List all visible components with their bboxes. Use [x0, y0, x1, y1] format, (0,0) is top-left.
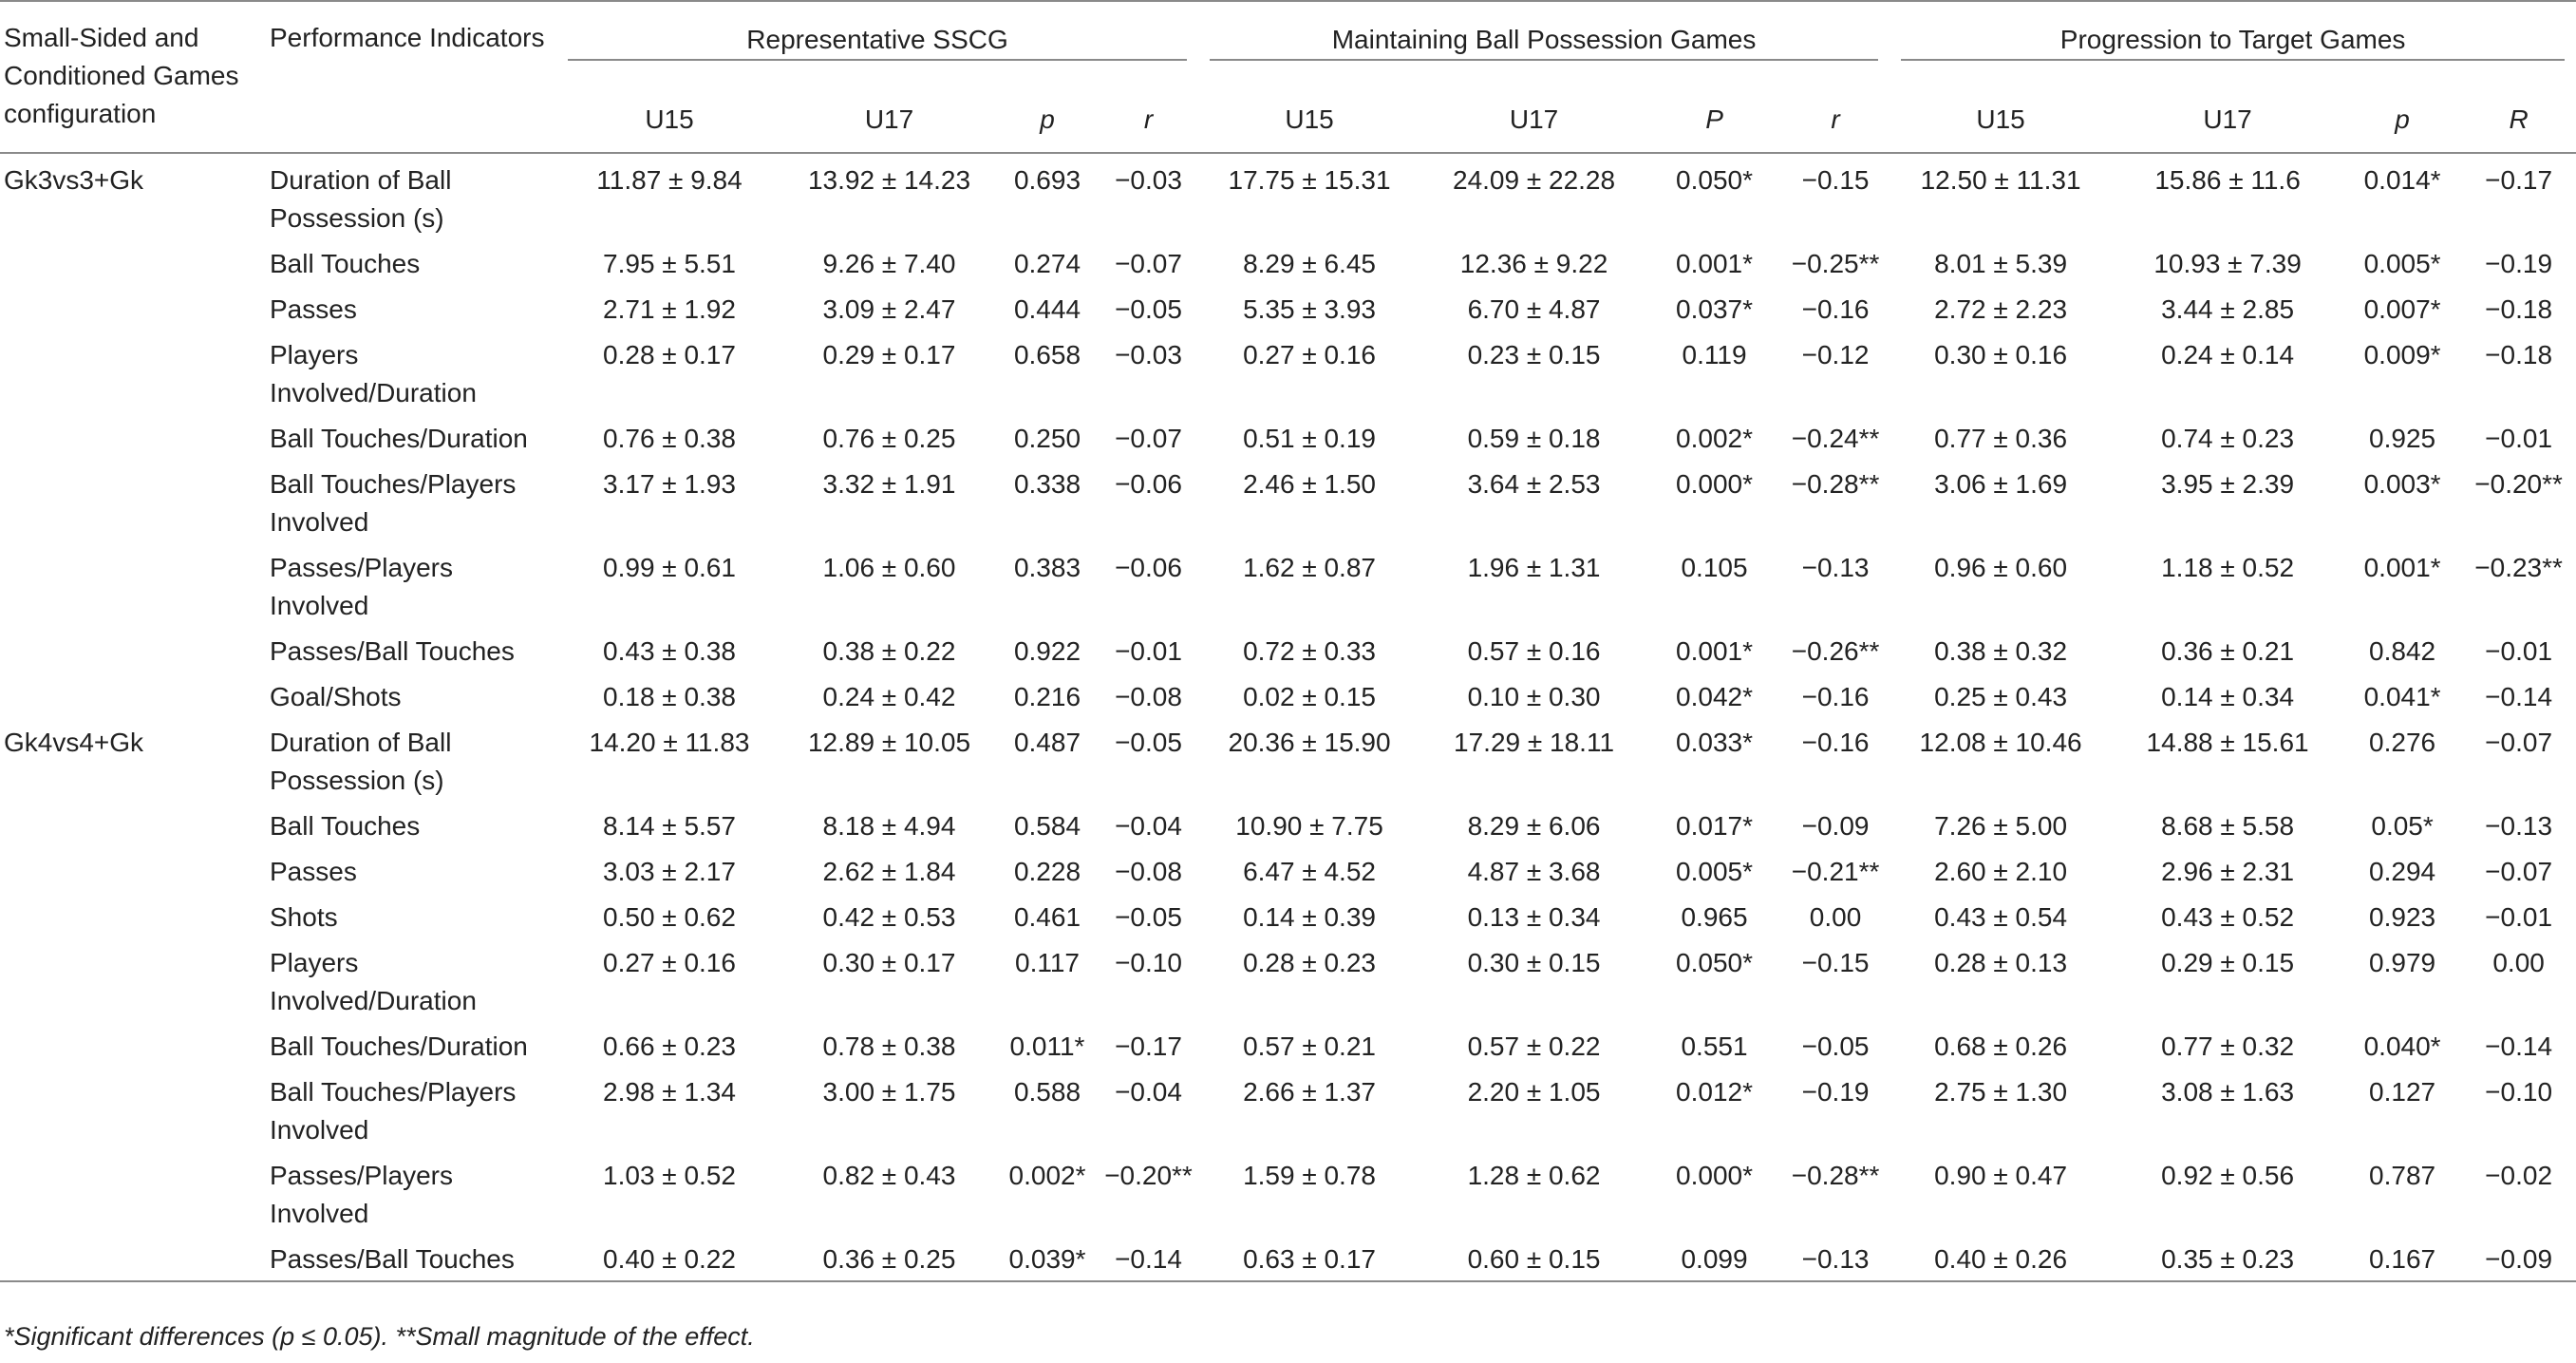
table-row — [0, 1022, 2576, 1068]
config-cell — [0, 1022, 262, 1068]
value-cell: 1.59 ± 0.78 — [1243, 1161, 1376, 1190]
config-cell: Gk4vs4+Gk — [4, 728, 144, 757]
value-cell: 0.82 ± 0.43 — [822, 1161, 956, 1190]
value-cell: −0.25** — [1791, 249, 1880, 278]
table-row — [0, 802, 2576, 847]
value-cell: 0.979 — [2369, 948, 2436, 977]
table-row — [0, 672, 2576, 718]
value-cell: 1.06 ± 0.60 — [822, 553, 956, 582]
value-cell: 0.002* — [1008, 1161, 1086, 1190]
indicators-header: Performance Indicators — [270, 23, 545, 52]
value-cell: 2.20 ± 1.05 — [1467, 1077, 1601, 1107]
table-row — [0, 1235, 2576, 1281]
table-row — [0, 285, 2576, 331]
value-cell: 0.050* — [1676, 948, 1754, 977]
config-cell — [0, 460, 262, 543]
value-cell: 0.28 ± 0.13 — [1934, 948, 2068, 977]
value-cell: 0.42 ± 0.53 — [822, 902, 956, 932]
value-cell: 0.90 ± 0.47 — [1934, 1161, 2068, 1190]
value-cell: 0.74 ± 0.23 — [2161, 424, 2295, 453]
value-cell: 14.20 ± 11.83 — [589, 728, 750, 757]
value-cell: 0.383 — [1013, 553, 1081, 582]
value-cell: 0.29 ± 0.17 — [822, 340, 956, 369]
value-cell: −0.04 — [1115, 1077, 1182, 1107]
table-row — [0, 543, 2576, 627]
value-cell: 11.87 ± 9.84 — [596, 165, 743, 195]
value-cell: 0.35 ± 0.23 — [2161, 1244, 2295, 1274]
value-cell: 0.24 ± 0.42 — [822, 682, 956, 711]
value-cell: −0.07 — [2485, 728, 2553, 757]
value-cell: −0.06 — [1115, 469, 1182, 499]
value-cell: 0.28 ± 0.23 — [1243, 948, 1376, 977]
value-cell: −0.13 — [1801, 1244, 1870, 1274]
subheader-r-2: R — [2509, 104, 2529, 134]
value-cell: 0.40 ± 0.22 — [603, 1244, 736, 1274]
value-cell: 0.005* — [2363, 249, 2441, 278]
value-cell: −0.13 — [1801, 553, 1870, 582]
value-cell: −0.03 — [1115, 340, 1182, 369]
value-cell: 24.09 ± 22.28 — [1453, 165, 1616, 195]
value-cell: 15.86 ± 11.6 — [2154, 165, 2301, 195]
value-cell: −0.01 — [2485, 636, 2553, 666]
value-cell: 0.57 ± 0.21 — [1243, 1032, 1376, 1061]
value-cell: 0.693 — [1013, 165, 1081, 195]
value-cell: −0.16 — [1801, 294, 1870, 324]
value-cell: −0.10 — [1115, 948, 1182, 977]
value-cell: 2.66 ± 1.37 — [1243, 1077, 1376, 1107]
config-cell — [0, 1235, 262, 1281]
value-cell: 0.276 — [2369, 728, 2436, 757]
value-cell: −0.23** — [2474, 553, 2563, 582]
subheader-p-1: P — [1705, 104, 1723, 134]
value-cell: 8.29 ± 6.06 — [1467, 811, 1601, 841]
value-cell: 0.658 — [1013, 340, 1081, 369]
value-cell: 0.002* — [1676, 424, 1754, 453]
value-cell: 0.014* — [2363, 165, 2441, 195]
table-row — [0, 847, 2576, 893]
value-cell: 0.000* — [1676, 469, 1754, 499]
value-cell: 0.039* — [1008, 1244, 1086, 1274]
group-header-progression: Progression to Target Games — [1890, 1, 2576, 87]
indicator-cell: Duration of Ball Possession (s) — [270, 165, 452, 233]
indicator-cell: Ball Touches/Players Involved — [270, 469, 517, 537]
value-cell: 0.76 ± 0.38 — [603, 424, 736, 453]
indicator-cell: Passes/Ball Touches — [270, 636, 515, 666]
value-cell: 1.62 ± 0.87 — [1243, 553, 1376, 582]
value-cell: −0.05 — [1115, 294, 1182, 324]
value-cell: −0.17 — [1115, 1032, 1182, 1061]
value-cell: 0.57 ± 0.16 — [1467, 636, 1601, 666]
value-cell: 3.06 ± 1.69 — [1934, 469, 2068, 499]
value-cell: 17.75 ± 15.31 — [1228, 165, 1391, 195]
value-cell: 3.03 ± 2.17 — [603, 857, 736, 886]
value-cell: −0.17 — [2485, 165, 2553, 195]
value-cell: 0.011* — [1009, 1032, 1085, 1061]
value-cell: 8.68 ± 5.58 — [2161, 811, 2295, 841]
value-cell: −0.20** — [2474, 469, 2563, 499]
footnote: *Significant differences (p ≤ 0.05). **Small magnitude of the effect. — [4, 1322, 755, 1351]
value-cell: 2.46 ± 1.50 — [1243, 469, 1376, 499]
value-cell: 1.03 ± 0.52 — [603, 1161, 736, 1190]
value-cell: −0.08 — [1115, 857, 1182, 886]
value-cell: 0.43 ± 0.38 — [603, 636, 736, 666]
value-cell: 8.01 ± 5.39 — [1934, 249, 2068, 278]
value-cell: 0.76 ± 0.25 — [822, 424, 956, 453]
value-cell: −0.01 — [2485, 424, 2553, 453]
value-cell: −0.19 — [1801, 1077, 1870, 1107]
table-row — [0, 1151, 2576, 1235]
value-cell: 0.033* — [1676, 728, 1754, 757]
value-cell: 0.25 ± 0.43 — [1934, 682, 2068, 711]
indicator-cell: Ball Touches/Duration — [270, 1032, 528, 1061]
subheader-u15-2: U15 — [1976, 104, 2025, 134]
table-row — [0, 893, 2576, 938]
value-cell: −0.05 — [1115, 728, 1182, 757]
value-cell: 0.92 ± 0.56 — [2161, 1161, 2295, 1190]
value-cell: 2.72 ± 2.23 — [1934, 294, 2068, 324]
indicator-cell: Players Involved/Duration — [270, 340, 477, 407]
value-cell: 0.228 — [1013, 857, 1081, 886]
value-cell: 0.001* — [1676, 249, 1754, 278]
subheader-u15-0: U15 — [645, 104, 694, 134]
value-cell: 0.96 ± 0.60 — [1934, 553, 2068, 582]
value-cell: 0.27 ± 0.16 — [603, 948, 736, 977]
value-cell: 4.87 ± 3.68 — [1467, 857, 1601, 886]
table-row — [0, 938, 2576, 1022]
value-cell: 0.042* — [1676, 682, 1754, 711]
indicator-cell: Shots — [270, 902, 338, 932]
value-cell: 0.338 — [1013, 469, 1081, 499]
value-cell: 3.44 ± 2.85 — [2161, 294, 2295, 324]
value-cell: 13.92 ± 14.23 — [807, 165, 971, 195]
subheader-p-2: p — [2395, 104, 2410, 134]
value-cell: 0.787 — [2369, 1161, 2436, 1190]
value-cell: 8.14 ± 5.57 — [603, 811, 736, 841]
indicator-cell: Passes/Players Involved — [270, 1161, 453, 1228]
config-cell — [0, 672, 262, 718]
value-cell: 0.05* — [2371, 811, 2434, 841]
value-cell: 2.71 ± 1.92 — [603, 294, 736, 324]
config-cell — [0, 1068, 262, 1151]
value-cell: 0.444 — [1013, 294, 1081, 324]
value-cell: −0.03 — [1115, 165, 1182, 195]
value-cell: 0.584 — [1013, 811, 1081, 841]
value-cell: −0.13 — [2485, 811, 2553, 841]
value-cell: −0.01 — [2485, 902, 2553, 932]
value-cell: −0.14 — [1115, 1244, 1182, 1274]
table-row — [0, 331, 2576, 414]
value-cell: 3.09 ± 2.47 — [822, 294, 956, 324]
config-header: Small-Sided and Conditioned Games configuration — [4, 23, 239, 128]
indicator-cell: Passes/Players Involved — [270, 553, 453, 620]
value-cell: 0.02 ± 0.15 — [1243, 682, 1376, 711]
value-cell: 0.105 — [1681, 553, 1748, 582]
value-cell: 0.14 ± 0.39 — [1243, 902, 1376, 932]
value-cell: 0.250 — [1013, 424, 1081, 453]
value-cell: 14.88 ± 15.61 — [2146, 728, 2309, 757]
indicator-cell: Ball Touches/Players Involved — [270, 1077, 517, 1145]
subheader-u17-0: U17 — [864, 104, 914, 134]
value-cell: 0.003* — [2363, 469, 2441, 499]
value-cell: 0.00 — [2492, 948, 2545, 977]
value-cell: 0.965 — [1681, 902, 1748, 932]
value-cell: 0.50 ± 0.62 — [603, 902, 736, 932]
value-cell: −0.07 — [1115, 424, 1182, 453]
config-cell — [0, 938, 262, 1022]
value-cell: −0.02 — [2485, 1161, 2553, 1190]
value-cell: 0.57 ± 0.22 — [1467, 1032, 1601, 1061]
value-cell: −0.28** — [1791, 469, 1880, 499]
value-cell: 0.72 ± 0.33 — [1243, 636, 1376, 666]
value-cell: 0.78 ± 0.38 — [822, 1032, 956, 1061]
config-cell — [0, 627, 262, 672]
value-cell: 2.75 ± 1.30 — [1934, 1077, 2068, 1107]
value-cell: −0.26** — [1791, 636, 1880, 666]
value-cell: 3.64 ± 2.53 — [1467, 469, 1601, 499]
value-cell: 1.18 ± 0.52 — [2161, 553, 2295, 582]
value-cell: 0.461 — [1013, 902, 1081, 932]
value-cell: −0.07 — [1115, 249, 1182, 278]
value-cell: 0.28 ± 0.17 — [603, 340, 736, 369]
value-cell: 12.89 ± 10.05 — [807, 728, 971, 757]
value-cell: 0.551 — [1681, 1032, 1748, 1061]
value-cell: 0.18 ± 0.38 — [603, 682, 736, 711]
value-cell: 0.001* — [1676, 636, 1754, 666]
value-cell: 0.00 — [1809, 902, 1862, 932]
value-cell: −0.05 — [1801, 1032, 1870, 1061]
subheader-u15-1: U15 — [1285, 104, 1334, 134]
value-cell: 0.63 ± 0.17 — [1243, 1244, 1376, 1274]
value-cell: 0.40 ± 0.26 — [1934, 1244, 2068, 1274]
value-cell: 2.62 ± 1.84 — [822, 857, 956, 886]
value-cell: 0.923 — [2369, 902, 2436, 932]
value-cell: 1.96 ± 1.31 — [1467, 553, 1601, 582]
value-cell: 0.167 — [2369, 1244, 2436, 1274]
value-cell: 7.26 ± 5.00 — [1934, 811, 2068, 841]
subheader-r-1: r — [1831, 104, 1840, 134]
config-cell — [0, 239, 262, 285]
value-cell: 0.000* — [1676, 1161, 1754, 1190]
value-cell: 0.13 ± 0.34 — [1467, 902, 1601, 932]
value-cell: 0.017* — [1676, 811, 1754, 841]
table-row — [0, 627, 2576, 672]
value-cell: 3.95 ± 2.39 — [2161, 469, 2295, 499]
table-row — [0, 1068, 2576, 1151]
value-cell: 10.93 ± 7.39 — [2153, 249, 2302, 278]
value-cell: −0.14 — [2485, 682, 2553, 711]
value-cell: 0.005* — [1676, 857, 1754, 886]
value-cell: −0.08 — [1115, 682, 1182, 711]
value-cell: 0.012* — [1676, 1077, 1754, 1107]
value-cell: 3.32 ± 1.91 — [822, 469, 956, 499]
value-cell: −0.01 — [1115, 636, 1182, 666]
value-cell: 0.294 — [2369, 857, 2436, 886]
value-cell: 0.23 ± 0.15 — [1467, 340, 1601, 369]
value-cell: −0.15 — [1801, 165, 1870, 195]
value-cell: −0.18 — [2485, 340, 2553, 369]
value-cell: −0.12 — [1801, 340, 1870, 369]
value-cell: 0.36 ± 0.25 — [822, 1244, 956, 1274]
indicator-cell: Passes — [270, 857, 357, 886]
value-cell: 0.59 ± 0.18 — [1467, 424, 1601, 453]
value-cell: −0.07 — [2485, 857, 2553, 886]
table-row — [0, 153, 2576, 239]
value-cell: 12.36 ± 9.22 — [1459, 249, 1608, 278]
config-cell — [0, 1151, 262, 1235]
value-cell: 0.007* — [2363, 294, 2441, 324]
value-cell: 9.26 ± 7.40 — [822, 249, 956, 278]
value-cell: 0.487 — [1013, 728, 1081, 757]
value-cell: 0.38 ± 0.22 — [822, 636, 956, 666]
config-cell — [0, 414, 262, 460]
value-cell: 0.119 — [1682, 340, 1747, 369]
value-cell: −0.05 — [1115, 902, 1182, 932]
value-cell: 6.70 ± 4.87 — [1467, 294, 1601, 324]
value-cell: 0.050* — [1676, 165, 1754, 195]
value-cell: 2.60 ± 2.10 — [1934, 857, 2068, 886]
value-cell: 0.14 ± 0.34 — [2161, 682, 2295, 711]
value-cell: −0.16 — [1801, 728, 1870, 757]
value-cell: 1.28 ± 0.62 — [1467, 1161, 1601, 1190]
value-cell: 0.274 — [1013, 249, 1081, 278]
value-cell: 0.43 ± 0.52 — [2161, 902, 2295, 932]
value-cell: −0.16 — [1801, 682, 1870, 711]
config-cell — [0, 802, 262, 847]
config-cell — [0, 331, 262, 414]
value-cell: 5.35 ± 3.93 — [1243, 294, 1376, 324]
value-cell: −0.15 — [1801, 948, 1870, 977]
value-cell: 0.040* — [2363, 1032, 2441, 1061]
subheader-u17-1: U17 — [1509, 104, 1559, 134]
subheader-p-0: p — [1040, 104, 1055, 134]
group-header-representative: Representative SSCG — [556, 1, 1198, 87]
indicator-cell: Ball Touches/Duration — [270, 424, 528, 453]
value-cell: 0.922 — [1013, 636, 1081, 666]
value-cell: 6.47 ± 4.52 — [1243, 857, 1376, 886]
value-cell: 0.30 ± 0.17 — [822, 948, 956, 977]
value-cell: −0.24** — [1791, 424, 1880, 453]
value-cell: 0.037* — [1676, 294, 1754, 324]
value-cell: 7.95 ± 5.51 — [603, 249, 736, 278]
value-cell: 0.77 ± 0.36 — [1934, 424, 2068, 453]
value-cell: 0.30 ± 0.15 — [1467, 948, 1601, 977]
value-cell: 3.17 ± 1.93 — [603, 469, 736, 499]
table-row — [0, 460, 2576, 543]
subheader-r-0: r — [1143, 104, 1154, 134]
value-cell: 2.96 ± 2.31 — [2161, 857, 2295, 886]
value-cell: 0.29 ± 0.15 — [2161, 948, 2295, 977]
value-cell: 2.98 ± 1.34 — [603, 1077, 736, 1107]
value-cell: 3.08 ± 1.63 — [2161, 1077, 2295, 1107]
value-cell: −0.21** — [1791, 857, 1880, 886]
value-cell: 0.60 ± 0.15 — [1467, 1244, 1601, 1274]
value-cell: 0.117 — [1015, 948, 1080, 977]
indicator-cell: Duration of Ball Possession (s) — [270, 728, 452, 795]
value-cell: 0.588 — [1013, 1077, 1081, 1107]
value-cell: −0.06 — [1115, 553, 1182, 582]
subheader-u17-2: U17 — [2203, 104, 2252, 134]
indicator-cell: Players Involved/Duration — [270, 948, 477, 1015]
value-cell: 0.77 ± 0.32 — [2161, 1032, 2295, 1061]
value-cell: 8.18 ± 4.94 — [822, 811, 956, 841]
config-cell — [0, 847, 262, 893]
indicator-cell: Goal/Shots — [270, 682, 402, 711]
table-row — [0, 414, 2576, 460]
value-cell: 0.66 ± 0.23 — [603, 1032, 736, 1061]
value-cell: 0.10 ± 0.30 — [1467, 682, 1601, 711]
value-cell: 0.127 — [2369, 1077, 2436, 1107]
value-cell: 12.50 ± 11.31 — [1920, 165, 2081, 195]
value-cell: 0.001* — [2363, 553, 2441, 582]
value-cell: −0.09 — [2485, 1244, 2553, 1274]
value-cell: −0.28** — [1791, 1161, 1880, 1190]
value-cell: −0.18 — [2485, 294, 2553, 324]
config-cell: Gk3vs3+Gk — [4, 165, 144, 195]
value-cell: 20.36 ± 15.90 — [1228, 728, 1391, 757]
value-cell: 0.43 ± 0.54 — [1934, 902, 2068, 932]
value-cell: 0.38 ± 0.32 — [1934, 636, 2068, 666]
value-cell: 0.099 — [1681, 1244, 1748, 1274]
value-cell: −0.04 — [1115, 811, 1182, 841]
table-row — [0, 718, 2576, 802]
indicator-cell: Passes/Ball Touches — [270, 1244, 515, 1274]
value-cell: 0.009* — [2363, 340, 2441, 369]
config-cell — [0, 285, 262, 331]
group-header-maintaining: Maintaining Ball Possession Games — [1198, 1, 1890, 87]
value-cell: 0.842 — [2369, 636, 2436, 666]
value-cell: 17.29 ± 18.11 — [1454, 728, 1615, 757]
value-cell: 0.68 ± 0.26 — [1934, 1032, 2068, 1061]
value-cell: 0.27 ± 0.16 — [1243, 340, 1376, 369]
indicator-cell: Ball Touches — [270, 249, 421, 278]
value-cell: 0.99 ± 0.61 — [603, 553, 736, 582]
config-cell — [0, 543, 262, 627]
config-cell — [0, 893, 262, 938]
value-cell: 8.29 ± 6.45 — [1243, 249, 1376, 278]
value-cell: 3.00 ± 1.75 — [822, 1077, 956, 1107]
indicator-cell: Ball Touches — [270, 811, 421, 841]
value-cell: 0.36 ± 0.21 — [2161, 636, 2295, 666]
value-cell: 0.24 ± 0.14 — [2161, 340, 2295, 369]
value-cell: 0.041* — [2363, 682, 2441, 711]
value-cell: 0.51 ± 0.19 — [1243, 424, 1376, 453]
value-cell: 12.08 ± 10.46 — [1919, 728, 2082, 757]
table-row — [0, 239, 2576, 285]
value-cell: −0.20** — [1104, 1161, 1193, 1190]
value-cell: 10.90 ± 7.75 — [1235, 811, 1383, 841]
value-cell: 0.30 ± 0.16 — [1934, 340, 2068, 369]
value-cell: 0.925 — [2369, 424, 2436, 453]
value-cell: 0.216 — [1013, 682, 1081, 711]
indicator-cell: Passes — [270, 294, 357, 324]
value-cell: −0.19 — [2485, 249, 2553, 278]
group-header-row — [0, 1, 2576, 87]
value-cell: −0.09 — [1801, 811, 1870, 841]
value-cell: −0.14 — [2485, 1032, 2553, 1061]
value-cell: −0.10 — [2485, 1077, 2553, 1107]
